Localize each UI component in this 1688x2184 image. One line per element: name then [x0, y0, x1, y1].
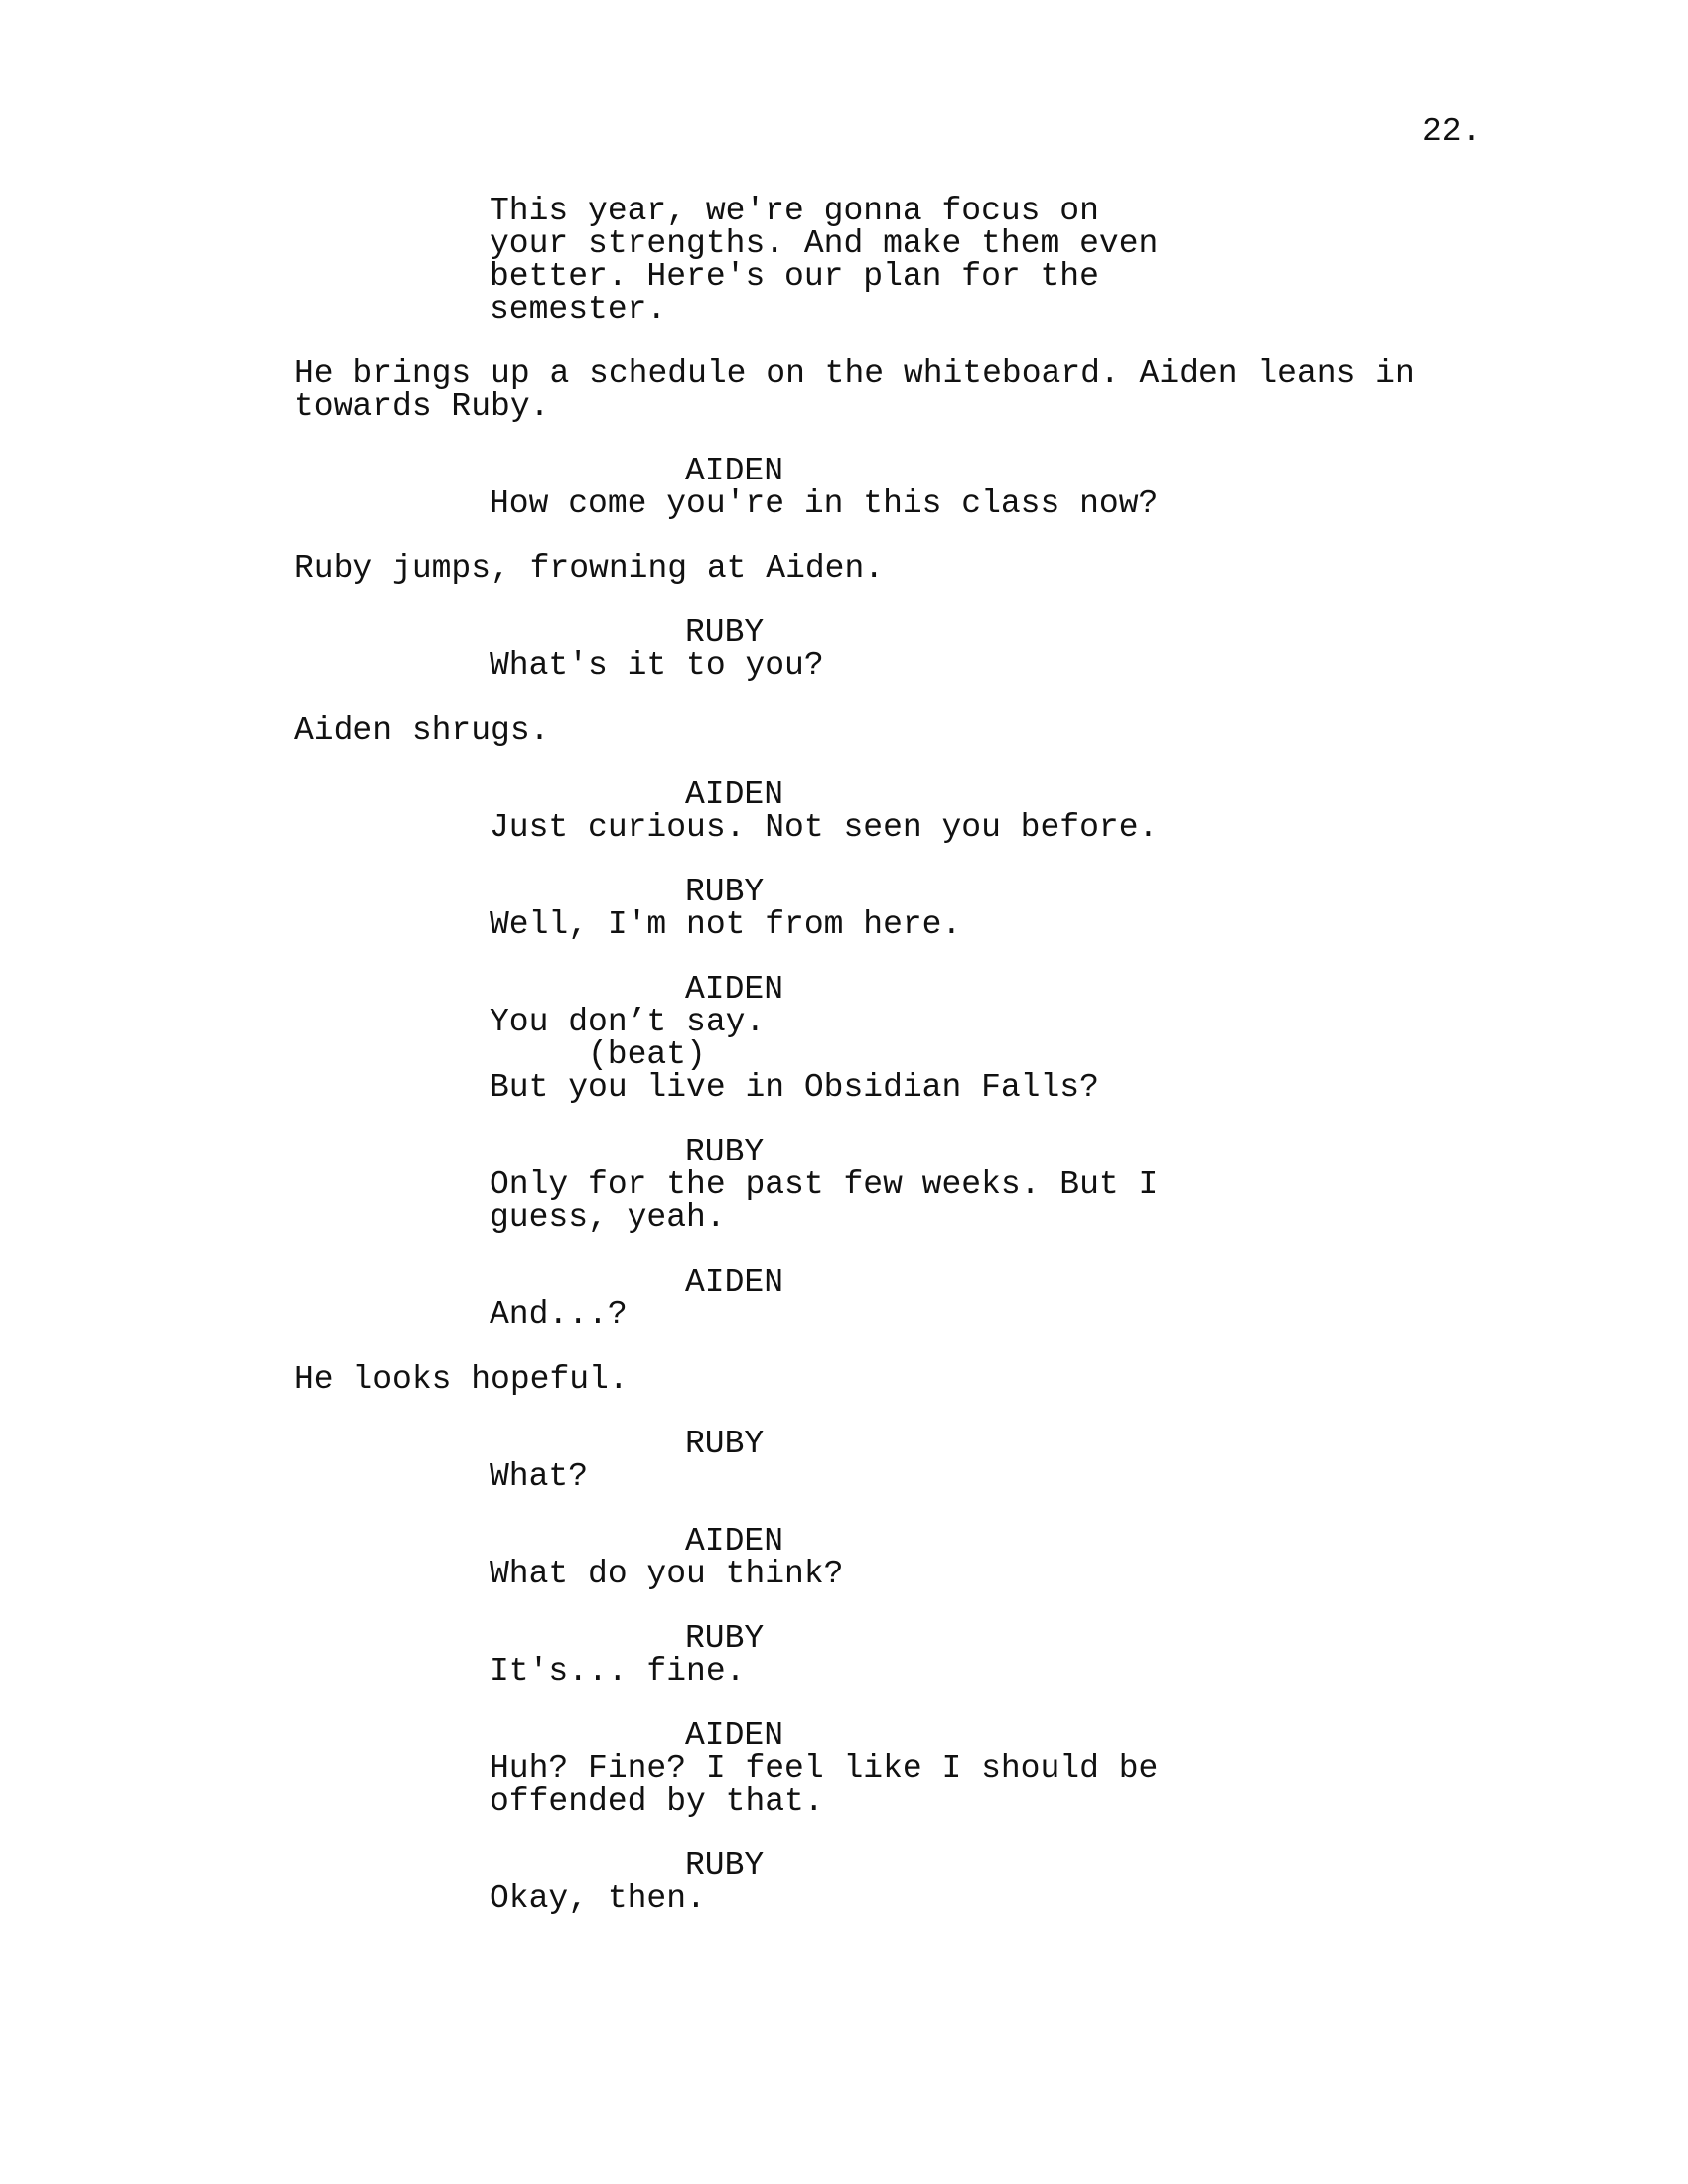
dialogue-line: It's... fine. — [490, 1653, 746, 1690]
character-line: AIDEN — [685, 453, 784, 489]
character-line: RUBY — [685, 1426, 765, 1462]
dialogue-line: And...? — [490, 1297, 628, 1333]
character-line: RUBY — [685, 1847, 765, 1884]
dialogue-line: But you live in Obsidian Falls? — [490, 1069, 1099, 1106]
dialogue-line: Well, I'm not from here. — [490, 906, 962, 943]
dialogue-line: Okay, then. — [490, 1880, 706, 1917]
dialogue-line: How come you're in this class now? — [490, 485, 1159, 522]
character-line: RUBY — [685, 614, 765, 651]
dialogue-line: guess, yeah. — [490, 1199, 726, 1236]
page-number: 22. — [1422, 113, 1481, 150]
character-line: RUBY — [685, 1134, 765, 1170]
character-line: RUBY — [685, 874, 765, 910]
character-line: AIDEN — [685, 776, 784, 813]
dialogue-line: your strengths. And make them even — [490, 225, 1159, 262]
character-line: AIDEN — [685, 1264, 784, 1300]
dialogue-line: You don’t say. — [490, 1004, 766, 1040]
dialogue-line: offended by that. — [490, 1783, 824, 1820]
dialogue-line: Only for the past few weeks. But I — [490, 1166, 1159, 1203]
action-line: Ruby jumps, frowning at Aiden. — [294, 550, 885, 587]
dialogue-line: Just curious. Not seen you before. — [490, 809, 1159, 846]
character-line: AIDEN — [685, 1717, 784, 1754]
dialogue-line: What? — [490, 1458, 589, 1495]
parenthetical-line: (beat) — [588, 1036, 706, 1073]
character-line: RUBY — [685, 1620, 765, 1657]
dialogue-line: What's it to you? — [490, 647, 824, 684]
dialogue-line: This year, we're gonna focus on — [490, 193, 1099, 229]
dialogue-line: Huh? Fine? I feel like I should be — [490, 1750, 1159, 1787]
dialogue-line: What do you think? — [490, 1556, 844, 1592]
dialogue-line: semester. — [490, 291, 667, 328]
character-line: AIDEN — [685, 1523, 784, 1560]
action-line: He brings up a schedule on the whiteboard. Aiden leans in — [294, 355, 1415, 392]
action-line: towards Ruby. — [294, 388, 550, 425]
dialogue-line: better. Here's our plan for the — [490, 258, 1099, 295]
action-line: He looks hopeful. — [294, 1361, 629, 1398]
character-line: AIDEN — [685, 971, 784, 1008]
action-line: Aiden shrugs. — [294, 712, 550, 749]
